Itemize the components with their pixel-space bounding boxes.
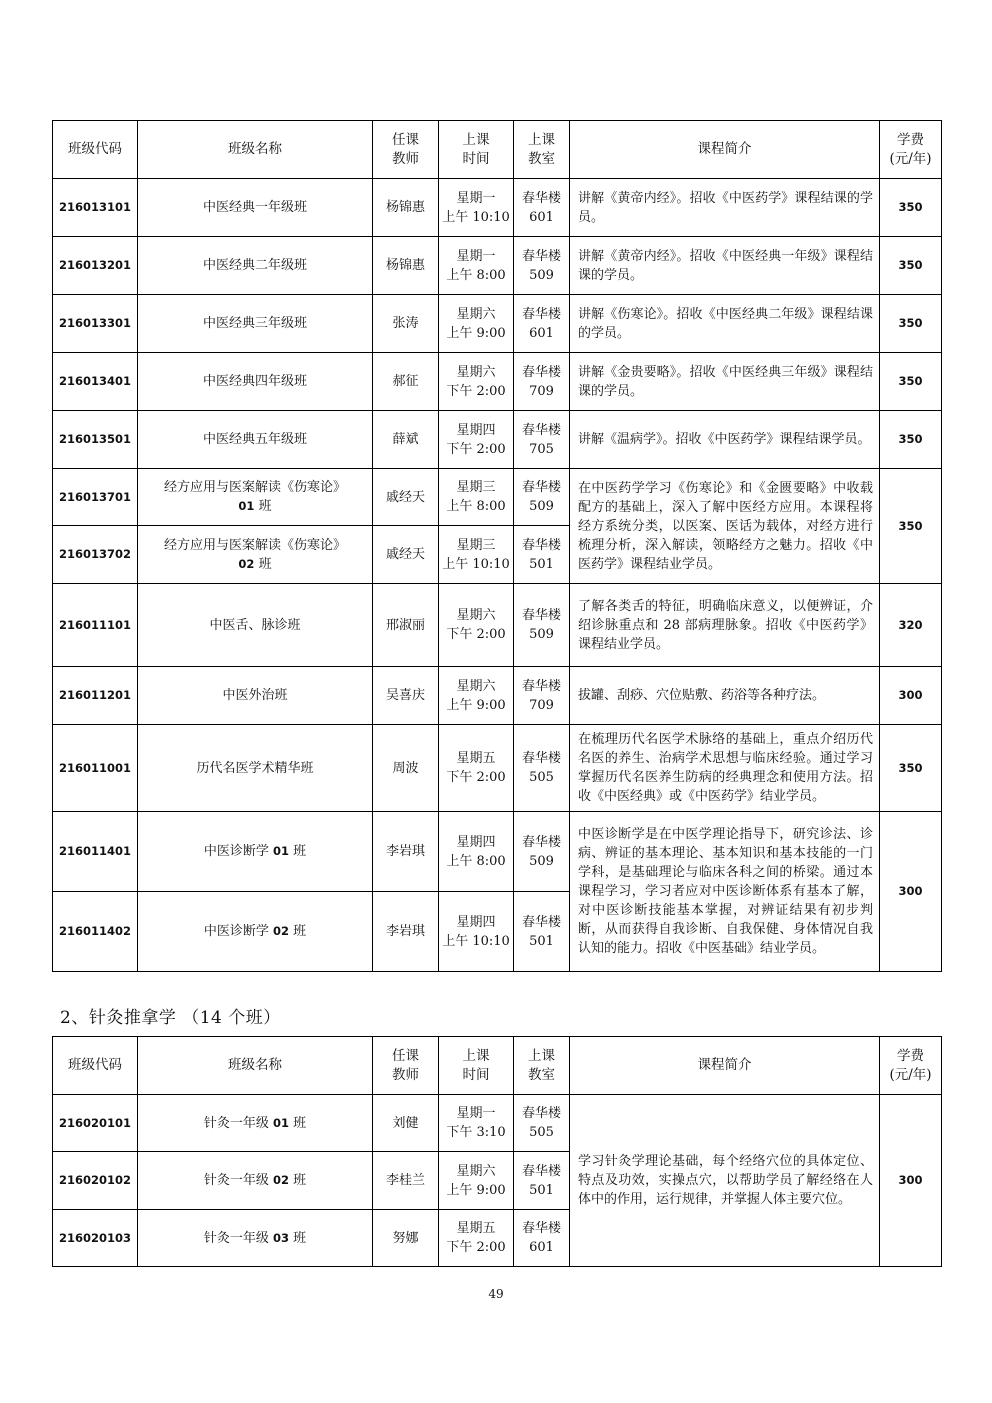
teacher: 李岩琪 — [373, 892, 439, 972]
teacher: 邢淑丽 — [373, 584, 439, 667]
course-intro: 讲解《伤寒论》。招收《中医经典二年级》课程结课的学员。 — [570, 295, 880, 353]
class-name: 经方应用与医案解读《伤寒论》 02 班 — [138, 526, 373, 584]
class-time: 星期一 上午 8:00 — [439, 237, 514, 295]
class-code: 216013401 — [53, 353, 138, 411]
course-intro: 讲解《金贵要略》。招收《中医经典三年级》课程结课的学员。 — [570, 353, 880, 411]
classroom: 春华楼 509 — [514, 237, 570, 295]
table-header-row — [53, 1037, 942, 1095]
course-intro: 在中医药学学习《伤寒论》和《金匮要略》中收载配方的基础上，深入了解中医经方应用。本课程将经方系统分类，以医案、医话为载体，对经方进行梳理分析，深入解读，领略经方之魅力。招收《中医药学》课程结业学员。 — [570, 469, 880, 584]
tuition-fee: 350 — [880, 725, 942, 812]
course-intro: 讲解《黄帝内经》。招收《中医经典一年级》课程结课的学员。 — [570, 237, 880, 295]
header-fee: 学费 (元/年) — [880, 1037, 942, 1095]
class-time: 星期三 上午 8:00 — [439, 469, 514, 526]
classroom: 春华楼 509 — [514, 469, 570, 526]
classroom: 春华楼 601 — [514, 179, 570, 237]
course-intro: 了解各类舌的特征，明确临床意义，以便辨证，介绍诊脉重点和 28 部病理脉象。招收《中医药学》课程结业学员。 — [570, 584, 880, 667]
header-room: 上课 教室 — [514, 121, 570, 179]
class-time: 星期四 上午 10:10 — [439, 892, 514, 972]
class-name: 中医舌、脉诊班 — [138, 584, 373, 667]
table-row — [53, 667, 942, 725]
table-row — [53, 1095, 942, 1152]
header-name: 班级名称 — [138, 121, 373, 179]
class-code: 216020102 — [53, 1152, 138, 1210]
table-row — [53, 411, 942, 469]
teacher: 戚经天 — [373, 469, 439, 526]
class-time: 星期六 下午 2:00 — [439, 584, 514, 667]
class-name: 中医诊断学 02 班 — [138, 892, 373, 972]
classroom: 春华楼 505 — [514, 1095, 570, 1152]
class-time: 星期四 下午 2:00 — [439, 411, 514, 469]
tuition-fee: 350 — [880, 295, 942, 353]
header-room: 上课 教室 — [514, 1037, 570, 1095]
class-code: 216020101 — [53, 1095, 138, 1152]
header-intro: 课程简介 — [570, 121, 880, 179]
teacher: 张涛 — [373, 295, 439, 353]
tuition-fee: 350 — [880, 469, 942, 584]
class-name: 历代名医学术精华班 — [138, 725, 373, 812]
class-time: 星期四 上午 8:00 — [439, 812, 514, 892]
class-name: 经方应用与医案解读《伤寒论》 01 班 — [138, 469, 373, 526]
tuition-fee: 320 — [880, 584, 942, 667]
teacher: 薛斌 — [373, 411, 439, 469]
header-code: 班级代码 — [53, 121, 138, 179]
table-row — [53, 237, 942, 295]
header-time: 上课 时间 — [439, 1037, 514, 1095]
classroom: 春华楼 501 — [514, 526, 570, 584]
class-code: 216011001 — [53, 725, 138, 812]
section-title: 2、针灸推拿学 （14 个班） — [60, 1008, 281, 1028]
class-name: 中医诊断学 01 班 — [138, 812, 373, 892]
table-row — [53, 295, 942, 353]
course-intro: 学习针灸学理论基础，每个经络穴位的具体定位、特点及功效，实操点穴，以帮助学员了解经络在人体中的作用，运行规律，并掌握人体主要穴位。 — [570, 1095, 880, 1267]
class-code: 216013101 — [53, 179, 138, 237]
course-intro: 中医诊断学是在中医学理论指导下，研究诊法、诊病、辨证的基本理论、基本知识和基本技能的一门学科，是基础理论与临床各科之间的桥梁。通过本课程学习，学习者应对中医诊断体系有基本了解，对中医诊断技能基本掌握，对辨证结果有初步判断，从而获得自我诊断、自我保健、身体情况自我认知的能力。招收《中医基础》结业学员。 — [570, 812, 880, 972]
class-time: 星期三 上午 10:10 — [439, 526, 514, 584]
class-name: 针灸一年级 02 班 — [138, 1152, 373, 1210]
classroom: 春华楼 501 — [514, 892, 570, 972]
teacher: 吴喜庆 — [373, 667, 439, 725]
course-intro: 在梳理历代名医学术脉络的基础上，重点介绍历代名医的养生、治病学术思想与临床经验。通过学习掌握历代名医养生防病的经典理念和使用方法。招收《中医经典》或《中医药学》结业学员。 — [570, 725, 880, 812]
table-row — [53, 812, 942, 892]
class-name: 中医经典四年级班 — [138, 353, 373, 411]
course-table-acupuncture — [52, 1036, 942, 1267]
teacher: 杨锦惠 — [373, 179, 439, 237]
class-time: 星期五 下午 2:00 — [439, 1210, 514, 1267]
class-code: 216011201 — [53, 667, 138, 725]
page-number: 49 — [488, 1287, 504, 1301]
course-table-tcm — [52, 120, 942, 972]
classroom: 春华楼 705 — [514, 411, 570, 469]
header-teacher: 任课 教师 — [373, 121, 439, 179]
class-code: 216011402 — [53, 892, 138, 972]
classroom: 春华楼 509 — [514, 584, 570, 667]
tuition-fee: 350 — [880, 411, 942, 469]
header-code: 班级代码 — [53, 1037, 138, 1095]
classroom: 春华楼 505 — [514, 725, 570, 812]
table-header-row — [53, 121, 942, 179]
class-code: 216011401 — [53, 812, 138, 892]
class-name: 中医经典一年级班 — [138, 179, 373, 237]
class-code: 216013702 — [53, 526, 138, 584]
header-fee: 学费 (元/年) — [880, 121, 942, 179]
table-row — [53, 584, 942, 667]
course-intro: 讲解《黄帝内经》。招收《中医药学》课程结课的学员。 — [570, 179, 880, 237]
course-intro: 拔罐、刮痧、穴位贴敷、药浴等各种疗法。 — [570, 667, 880, 725]
classroom: 春华楼 709 — [514, 353, 570, 411]
table-row — [53, 725, 942, 812]
teacher: 周波 — [373, 725, 439, 812]
class-name: 针灸一年级 01 班 — [138, 1095, 373, 1152]
class-name: 中医经典五年级班 — [138, 411, 373, 469]
teacher: 杨锦惠 — [373, 237, 439, 295]
header-time: 上课 时间 — [439, 121, 514, 179]
classroom: 春华楼 501 — [514, 1152, 570, 1210]
tuition-fee: 300 — [880, 1095, 942, 1267]
classroom: 春华楼 509 — [514, 812, 570, 892]
teacher: 李桂兰 — [373, 1152, 439, 1210]
class-time: 星期五 下午 2:00 — [439, 725, 514, 812]
class-time: 星期一 上午 10:10 — [439, 179, 514, 237]
table-row — [53, 353, 942, 411]
classroom: 春华楼 601 — [514, 295, 570, 353]
teacher: 戚经天 — [373, 526, 439, 584]
class-code: 216011101 — [53, 584, 138, 667]
class-code: 216013201 — [53, 237, 138, 295]
table-row — [53, 469, 942, 526]
tuition-fee: 300 — [880, 667, 942, 725]
class-name: 中医经典二年级班 — [138, 237, 373, 295]
tuition-fee: 350 — [880, 353, 942, 411]
class-time: 星期六 上午 9:00 — [439, 1152, 514, 1210]
header-name: 班级名称 — [138, 1037, 373, 1095]
tuition-fee: 350 — [880, 179, 942, 237]
class-time: 星期六 下午 2:00 — [439, 353, 514, 411]
header-intro: 课程简介 — [570, 1037, 880, 1095]
class-code: 216013501 — [53, 411, 138, 469]
class-time: 星期一 下午 3:10 — [439, 1095, 514, 1152]
teacher: 郝征 — [373, 353, 439, 411]
class-code: 216013301 — [53, 295, 138, 353]
class-name: 针灸一年级 03 班 — [138, 1210, 373, 1267]
class-time: 星期六 上午 9:00 — [439, 295, 514, 353]
class-code: 216013701 — [53, 469, 138, 526]
classroom: 春华楼 601 — [514, 1210, 570, 1267]
teacher: 努娜 — [373, 1210, 439, 1267]
tuition-fee: 300 — [880, 812, 942, 972]
teacher: 刘健 — [373, 1095, 439, 1152]
tuition-fee: 350 — [880, 237, 942, 295]
teacher: 李岩琪 — [373, 812, 439, 892]
class-code: 216020103 — [53, 1210, 138, 1267]
class-time: 星期六 上午 9:00 — [439, 667, 514, 725]
class-name: 中医经典三年级班 — [138, 295, 373, 353]
header-teacher: 任课 教师 — [373, 1037, 439, 1095]
classroom: 春华楼 709 — [514, 667, 570, 725]
course-intro: 讲解《温病学》。招收《中医药学》课程结课学员。 — [570, 411, 880, 469]
table-row — [53, 179, 942, 237]
class-name: 中医外治班 — [138, 667, 373, 725]
